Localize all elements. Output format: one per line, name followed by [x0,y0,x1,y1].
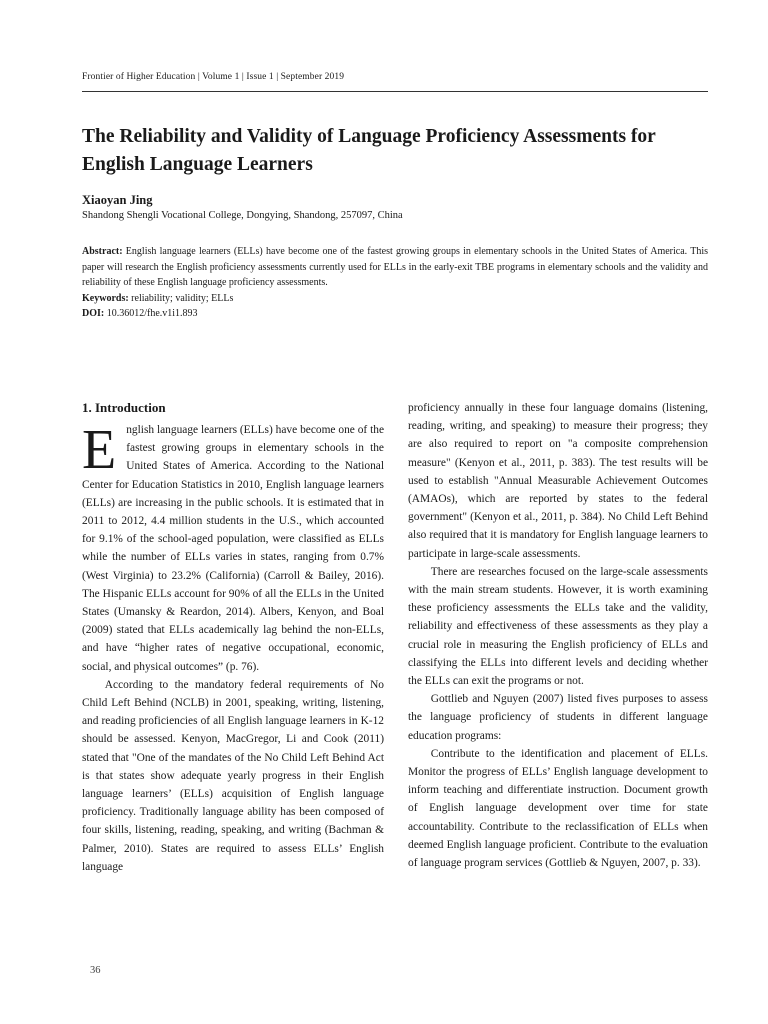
paragraph: Gottlieb and Nguyen (2007) listed fives purposes to assess the language proficiency of students in different language education programs: [408,693,708,742]
running-head: Frontier of Higher Education | Volume 1 | Issue 1 | September 2019 [82,72,345,82]
paragraph: According to the mandatory federal requirements of No Child Left Behind (NCLB) in 2001, speaking, writing, listening, and reading proficiencies of all English language learners in K-12 should be assessed. Kenyon, MacGregor, Li and Cook (2011) stated that "One of the mandates of the No Child Left Behind Act is that states show adequate yearly progress in their English language learners’ (ELLs) acquisition of English language proficiency. Traditionally language ability has been composed of four skills, listening, reading, speaking, and writing (Bachman & Palmer, 2010). States are required to assess ELLs’ English language [82,678,384,873]
keywords [82,291,708,307]
abstract-text: English language learners (ELLs) have become one of the fastest growing groups in elementary schools in the United States of America. This paper will research the English proficiency assessments currently used for ELLs in the early-exit TBE programs in elementary schools and the validity and reliability of these English language proficiency assessments. [82,246,708,288]
abstract-label: Abstract: [82,246,123,257]
section-heading: 1. Introduction [82,400,166,415]
paragraph [82,421,384,676]
paragraph-text: nglish language learners (ELLs) have become one of the fastest growing groups in elementary schools in the United States of America. According to the National Center for Education Statistics in 2010, English language learners (ELLs) are increasing in the public schools. It is estimated that in 2011 to 2012, 4.4 million students in the U.S., which accounted for 9.1% of the school-aged population, were classified as ELLs while the number of ELLs varies in states, ranging from 0.7% (West Virginia) to 23.2% (California) (Carroll & Bailey, 2016). The Hispanic ELLs account for 90% of all the ELLs in the United States (Umansky & Reardon, 2014). Albers, Kenyon, and Boal (2009) stated that ELLs academically lag behind the non-ELLs, and have “higher rates of negative occupational, economic, social, and physical outcomes” (p. 76). [82,424,384,673]
keywords-label: Keywords: [82,293,129,304]
author-affiliation: Shandong Shengli Vocational College, Dongying, Shandong, 257097, China [82,210,403,221]
abstract [82,244,708,291]
author-name: Xiaoyan Jing [82,193,153,207]
paragraph: proficiency annually in these four language domains (listening, reading, writing, and speaking) to measure their progress; they are also required to report on "a composite comprehension measure" (Kenyon et al., 2011, p. 383). The test results will be used to establish "Annual Measurable Achievement Outcomes (AMAOs), which are reported by states to the federal government" (Kenyon et al., 2011, p. 384). No Child Left Behind also required that it is mandatory for English language learners to participate in large-scale assessments. [408,402,708,560]
body-column-left [82,399,384,876]
doi [82,306,708,322]
doi-label: DOI: [82,308,105,319]
header-divider [82,91,708,92]
paragraph: There are researches focused on the large-scale assessments with the main stream students. However, it is worth examining these proficiency assessments the ELLs take and the validity, reliability and effectiveness of these assessments as they play a crucial role in measuring the English proficiency of ELLs and classifying the ELLs into different levels and deciding whether the ELLs can exit the programs or not. [408,565,708,688]
article-title: The Reliability and Validity of Language Proficiency Assessments for English Language Learners [82,126,656,175]
drop-cap: E [82,419,117,481]
page-number: 36 [90,965,101,976]
paragraph: Contribute to the identification and placement of ELLs. Monitor the progress of ELLs’ English language development to inform teaching and differentiate instruction. Document growth of English language development over time for state accountability. Contribute to the reclassification of ELLs when deemed English language proficient. Contribute to the evaluation of language program services (Gottlieb & Nguyen, 2007, p. 33). [408,747,708,870]
body-column-right [408,399,708,872]
keywords-text: reliability; validity; ELLs [128,293,234,304]
doi-text: 10.36012/fhe.v1i1.893 [104,308,198,319]
